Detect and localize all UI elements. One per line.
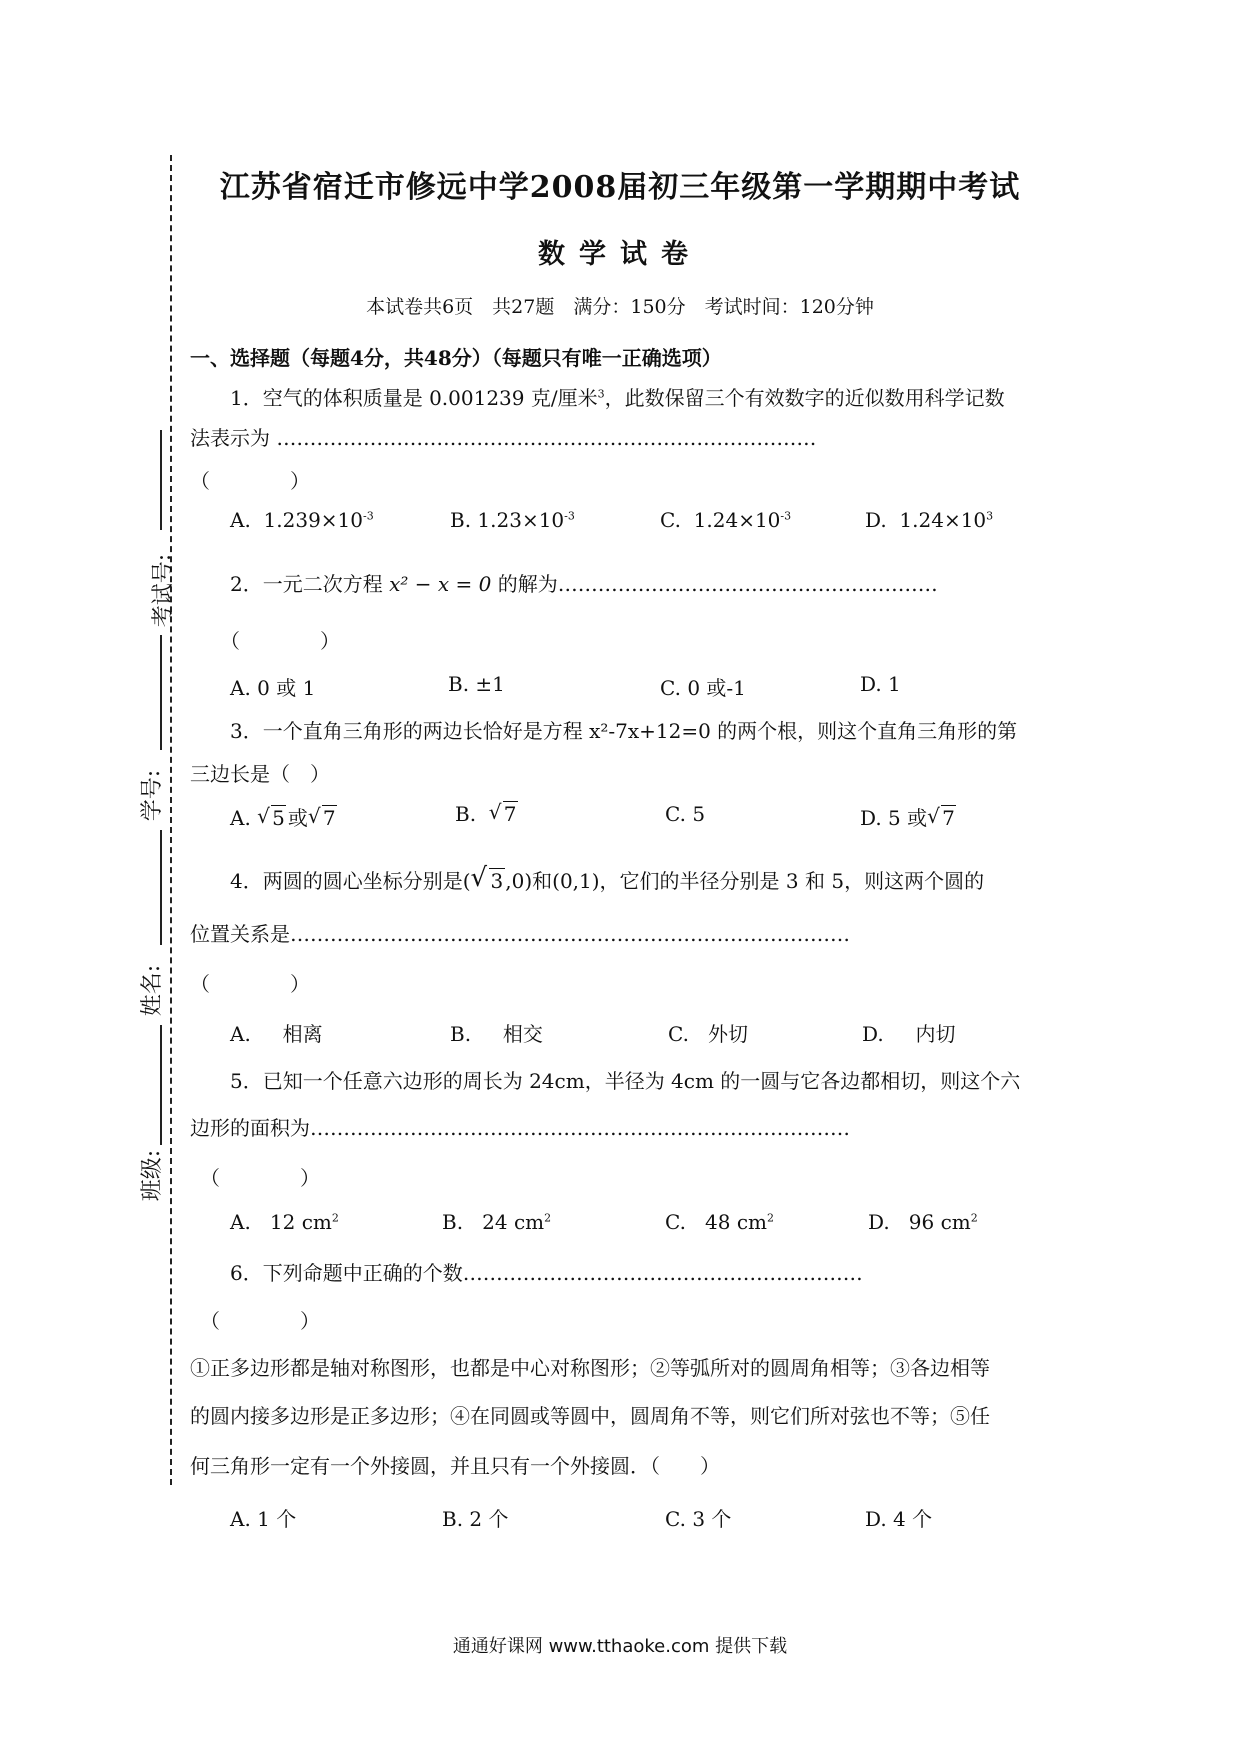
q1-option-d: D. $1.24\times 10^3$ <box>865 508 994 532</box>
q5-line1: 5．已知一个任意六边形的周长为 24cm，半径为 4cm 的一圆与它各边都相切，则这个六 <box>230 1069 1021 1093</box>
q3-option-b: B. √ 7 <box>455 802 520 826</box>
footer-source: 通通好课网 www.tthaoke.com 提供下载 <box>452 1636 788 1657</box>
class-label: 班级: <box>140 1149 166 1202</box>
q1-option-a: A. $1.239\times 10^{-3}$ <box>230 508 374 532</box>
q2-option-b: B. ±1 <box>448 672 505 696</box>
exam-no-label: 考试号: <box>151 553 177 628</box>
q6-option-a: A. 1 个 <box>230 1507 297 1531</box>
q5-option-a: A. 12 $cm^2$ <box>230 1210 339 1234</box>
q4-bracket: （ ） <box>190 972 310 996</box>
exam-no-blank-line <box>160 430 162 530</box>
q4-option-a: A. 相离 <box>230 1022 323 1046</box>
q1-line2: 法表示为 ……………………………………………………………………… <box>190 426 817 450</box>
q5-option-c: C. 48 $cm^2$ <box>665 1210 775 1234</box>
exam-title: 江苏省宿迁市修远中学2008届初三年级第一学期期中考试 <box>219 170 1021 205</box>
section-title: 一、选择题（每题4分，共48分）（每题只有唯一正确选项） <box>190 346 722 370</box>
q2-bracket: （ ） <box>220 629 340 653</box>
q2-equation: x² − x = 0 <box>389 572 492 596</box>
q6-statements-line2: 的圆内接多边形是正多边形；④在同圆或等圆中，圆周角不等，则它们所对弦也不等；⑤任 <box>190 1404 990 1428</box>
q3-line2: 三边长是（ ） <box>190 762 330 786</box>
q2-line1: 2．一元二次方程 x² − x = 0 的解为………………………………………………… <box>230 572 938 596</box>
q1-bracket: （ ） <box>190 469 310 493</box>
q1-line1: 1．空气的体积质量是 0.001239 克/厘米$^3$，此数保留三个有效数字的近似数用科学记数 <box>230 386 1005 410</box>
q4-option-b: B. 相交 <box>450 1022 543 1046</box>
q4-option-d: D. 内切 <box>862 1022 956 1046</box>
q4-option-c: C. 外切 <box>668 1022 749 1046</box>
q6-option-d: D. 4 个 <box>865 1507 933 1531</box>
student-no-label: 学号: <box>140 769 166 822</box>
q2-option-d: D. 1 <box>860 672 901 696</box>
q3-option-c: C. 5 <box>665 802 706 826</box>
q1-option-c: C. $1.24\times 10^{-3}$ <box>660 508 792 532</box>
q6-option-b: B. 2 个 <box>442 1507 509 1531</box>
q4-line1: 4．两圆的圆心坐标分别是(√ 3 ,0)和(0,1)，它们的半径分别是 3 和 5，则这两个圆的 <box>230 865 984 894</box>
q6-statements-line1: ①正多边形都是轴对称图形，也都是中心对称图形；②等弧所对的圆周角相等；③各边相等 <box>190 1356 990 1380</box>
q4-line2: 位置关系是………………………………………………………………………… <box>190 922 850 946</box>
q5-option-b: B. 24 $cm^2$ <box>442 1210 552 1234</box>
q5-bracket: （ ） <box>200 1166 320 1190</box>
q3-option-d: D. 5 或√ 7 <box>860 802 958 831</box>
q3-option-a: A. √ 5 或√ 7 <box>230 802 339 831</box>
q5-option-d: D. 96 $cm^2$ <box>868 1210 978 1234</box>
exam-info: 本试卷共6页 共27题 满分：150分 考试时间：120分钟 <box>366 296 874 318</box>
q2-option-a: A. 0 或 1 <box>230 676 316 700</box>
q6-statements-line3: 何三角形一定有一个外接圆，并且只有一个外接圆．（ ） <box>190 1454 720 1478</box>
q1-option-b: B. $1.23\times 10^{-3}$ <box>450 508 575 532</box>
class-blank-line <box>160 1025 162 1145</box>
name-label: 姓名: <box>140 964 166 1017</box>
q2-option-c: C. 0 或-1 <box>660 676 746 700</box>
binding-dashed-line <box>170 155 172 1485</box>
q6-bracket: （ ） <box>200 1309 320 1333</box>
student-no-blank-line <box>160 635 162 750</box>
q5-line2: 边形的面积为……………………………………………………………………… <box>190 1116 850 1140</box>
q6-line1: 6．下列命题中正确的个数…………………………………………………… <box>230 1261 863 1285</box>
q6-option-c: C. 3 个 <box>665 1507 732 1531</box>
paper-subtitle: 数学试卷 <box>538 239 702 270</box>
q3-line1: 3．一个直角三角形的两边长恰好是方程 x²-7x+12=0 的两个根，则这个直角三角形的第 <box>230 719 1018 743</box>
name-blank-line <box>160 830 162 945</box>
